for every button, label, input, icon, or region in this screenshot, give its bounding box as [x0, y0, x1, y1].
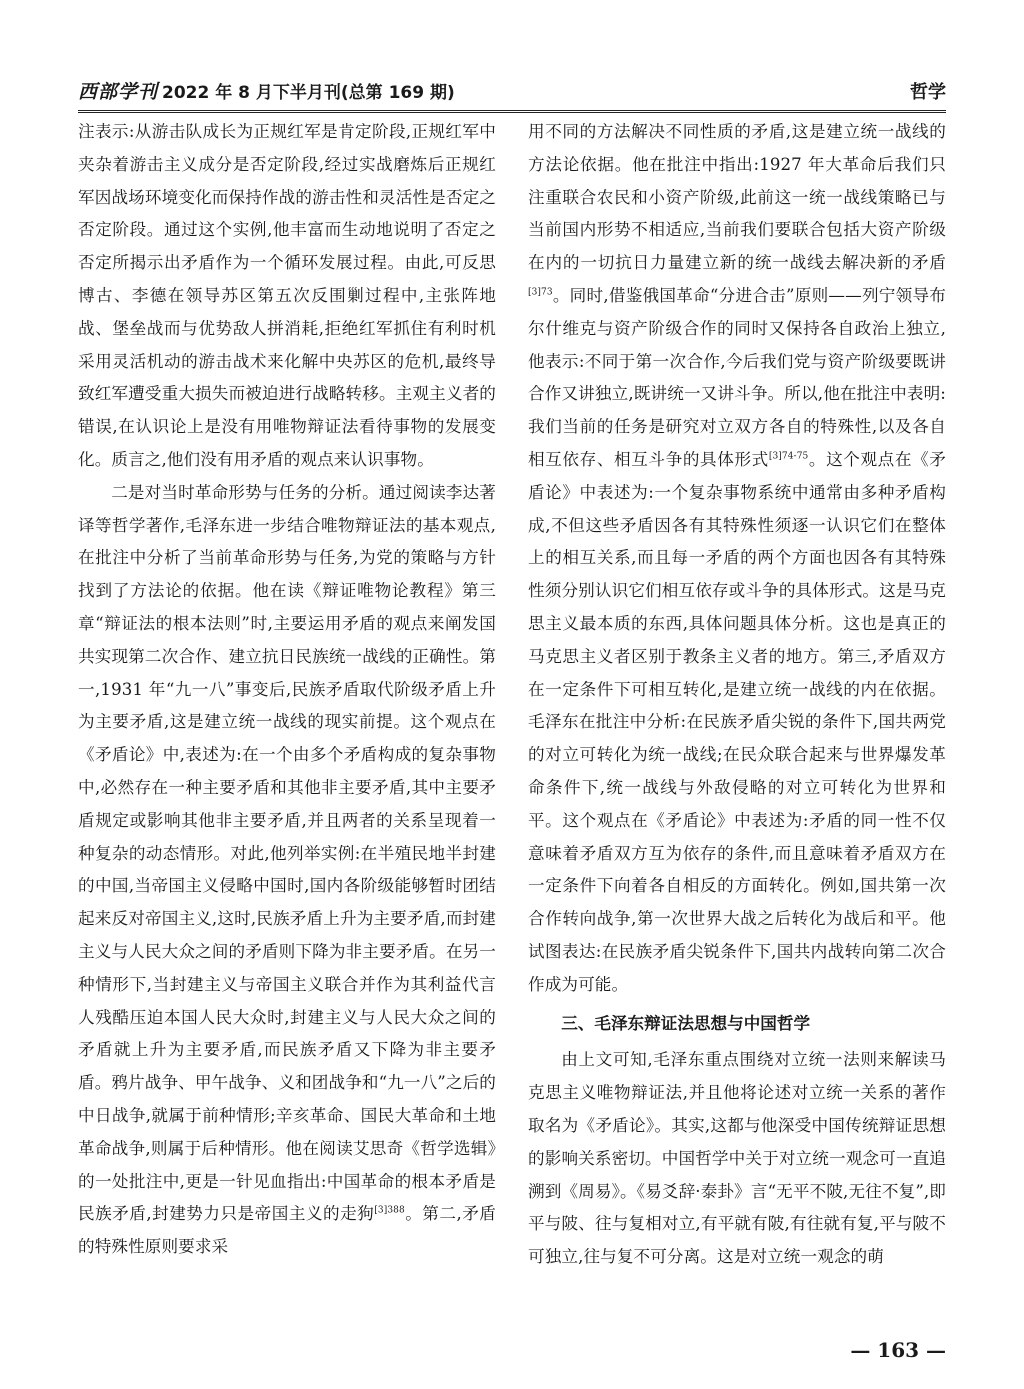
paragraph: [78, 477, 496, 1264]
page-number: — 163 —: [850, 1338, 946, 1362]
journal-title: [78, 77, 455, 104]
citation-marker: [3]74-75: [768, 451, 809, 462]
left-column: [78, 116, 496, 1312]
running-header: [78, 68, 946, 113]
paragraph-text: 。第二,矛盾的特殊性原则要求采: [78, 1204, 497, 1257]
journal-issue: 2022 年 8 月下半月刊(总第 169 期): [162, 83, 455, 103]
citation-marker: [3]73: [528, 287, 553, 298]
paragraph-text: 注表示:从游击队成长为正规红军是肯定阶段,正规红军中夹杂着游击主义成分是否定阶段,经过实战磨炼后正规红军因战场环境变化而保持作战的游击性和灵活性是否定之否定阶段。通过这个实例,他丰富而生动地说明了否定之否定所揭示出矛盾作为一个循环发展过程。由此,可反思博古、李德在领导苏区第五次反围剿过程中,主张阵地战、堡垒战而与优势敌人拼消耗,拒绝红军抓住有利时机采用灵活机动的游击战术来化解中央苏区的危机,最终导致红军遭受重大损失而被迫进行战略转移。主观主义者的错误,在认识论上是没有用唯物辩证法看待事物的发展变化。质言之,他们没有用矛盾的观点来认识事物。: [78, 122, 496, 469]
paragraph-text: 。这个观点在《矛盾论》中表述为:一个复杂事物系统中通常由多种矛盾构成,不但这些矛盾因各有其特殊性须逐一认识它们在整体上的相互关系,而且每一矛盾的两个方面也因各有其特殊性须分别认识它们相互依存或斗争的具体形式。这是马克思主义最本质的东西,具体问题具体分析。这也是真正的马克思主义者区别于教条主义者的地方。第三,矛盾双方在一定条件下可相互转化,是建立统一战线的内在依据。毛泽东在批注中分析:在民族矛盾尖锐的条件下,国共两党的对立可转化为统一战线;在民众联合起来与世界爆发革命条件下,统一战线与外敌侵略的对立可转化为世界和平。这个观点在《矛盾论》中表述为:矛盾的同一性不仅意味着矛盾双方互为依存的条件,而且意味着矛盾双方在一定条件下向着各自相反的方面转化。例如,国共第一次合作转向战争,第一次世界大战之后转化为战后和平。他试图表达:在民族矛盾尖锐条件下,国共内战转向第二次合作成为可能。: [528, 449, 946, 994]
paragraph: [528, 116, 946, 1002]
right-column: [528, 116, 946, 1312]
section-name: 哲学: [910, 82, 946, 103]
paragraph-text: 用不同的方法解决不同性质的矛盾,这是建立统一战线的方法论依据。他在批注中指出:1927 年大革命后我们只注重联合农民和小资产阶级,此前这一统一战线策略已与当前国内形势不相适应,当前我们要联合包括大资产阶级在内的一切抗日力量建立新的统一战线去解决新的矛盾: [528, 122, 946, 273]
paragraph: [78, 116, 496, 477]
paragraph: [528, 1044, 946, 1274]
article-body: [78, 116, 946, 1312]
paragraph-text: 由上文可知,毛泽东重点围绕对立统一法则来解读马克思主义唯物辩证法,并且他将论述对立统一关系的著作取名为《矛盾论》。其实,这都与他深受中国传统辩证思想的影响关系密切。中国哲学中关于对立统一观念可一直追溯到《周易》。《易爻辞·泰卦》言“无平不陂,无往不复”,即平与陂、往与复相对立,有平就有陂,有往就有复,平与陂不可独立,往与复不可分离。这是对立统一观念的萌: [528, 1050, 946, 1267]
citation-marker: [3]388: [374, 1205, 405, 1216]
paragraph-text: 。同时,借鉴俄国革命“分进合击”原则——列宁领导布尔什维克与资产阶级合作的同时又保持各自政治上独立,他表示:不同于第一次合作,今后我们党与资产阶级要既讲合作又讲独立,既讲统一又讲斗争。所以,他在批注中表明:我们当前的任务是研究对立双方各自的特殊性,以及各自相互依存、相互斗争的具体形式: [528, 285, 946, 469]
section-heading: 三、毛泽东辩证法思想与中国哲学: [561, 1013, 811, 1033]
journal-name: 西部学刊: [78, 81, 159, 103]
paragraph-text: 二是对当时革命形势与任务的分析。通过阅读李达著译等哲学著作,毛泽东进一步结合唯物辩证法的基本观点,在批注中分析了当前革命形势与任务,为党的策略与方针找到了方法论的依据。他在读《辩证唯物论教程》第三章“辩证法的根本法则”时,主要运用矛盾的观点来阐发国共实现第二次合作、建立抗日民族统一战线的正确性。第一,1931 年“九一八”事变后,民族矛盾取代阶级矛盾上升为主要矛盾,这是建立统一战线的现实前提。这个观点在《矛盾论》中,表述为:在一个由多个矛盾构成的复杂事物中,必然存在一种主要矛盾和其他非主要矛盾,其中主要矛盾规定或影响其他非主要矛盾,并且两者的关系呈现着一种复杂的动态情形。对此,他列举实例:在半殖民地半封建的中国,当帝国主义侵略中国时,国内各阶级能够暂时团结起来反对帝国主义,这时,民族矛盾上升为主要矛盾,而封建主义与人民大众之间的矛盾则下降为非主要矛盾。在另一种情形下,当封建主义与帝国主义联合并作为其利益代言人残酷压迫本国人民大众时,封建主义与人民大众之间的矛盾就上升为主要矛盾,而民族矛盾又下降为非主要矛盾。鸦片战争、甲午战争、义和团战争和“九一八”之后的中日战争,就属于前种情形;辛亥革命、国民大革命和土地革命战争,则属于后种情形。他在阅读艾思奇《哲学选辑》的一处批注中,更是一针见血指出:中国革命的根本矛盾是民族矛盾,封建势力只是帝国主义的走狗: [78, 482, 496, 1224]
